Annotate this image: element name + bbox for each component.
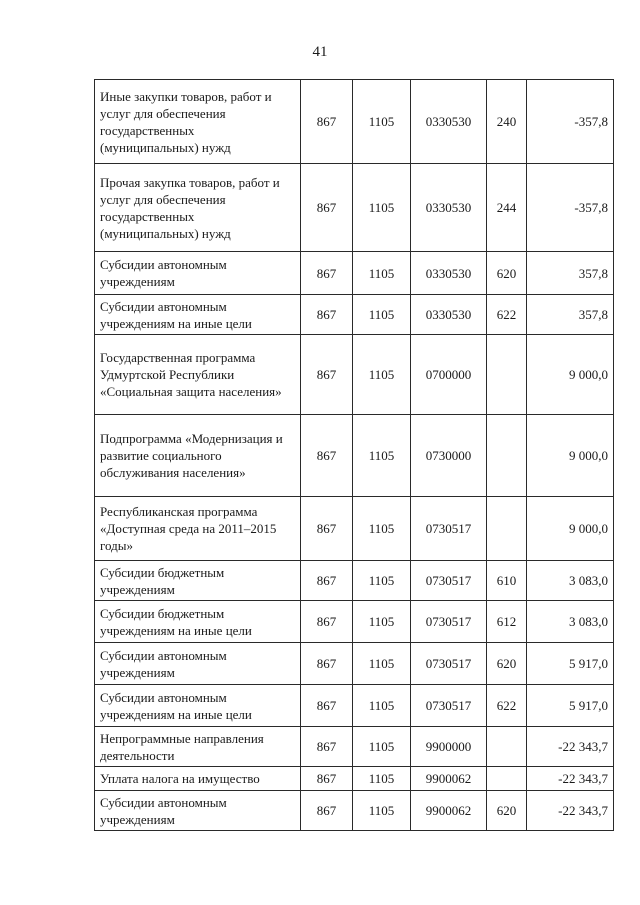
- ministry-code: 867: [301, 601, 353, 643]
- target-code: 0330530: [411, 164, 487, 252]
- expense-type-code: 612: [487, 601, 527, 643]
- row-name: Прочая закупка товаров, работ и услуг для обеспечения государственных (муниципальных) нужд: [95, 164, 301, 252]
- ministry-code: 867: [301, 164, 353, 252]
- row-name: Подпрограмма «Модернизация и развитие социального обслуживания населения»: [95, 415, 301, 497]
- row-name: Субсидии автономным учреждениям на иные цели: [95, 685, 301, 727]
- ministry-code: 867: [301, 497, 353, 561]
- sum: -22 343,7: [527, 727, 614, 767]
- section-code: 1105: [353, 295, 411, 335]
- target-code: 0330530: [411, 295, 487, 335]
- sum: -22 343,7: [527, 791, 614, 831]
- table-row: [95, 335, 614, 415]
- table-row: [95, 295, 614, 335]
- expense-type-code: 622: [487, 295, 527, 335]
- ministry-code: 867: [301, 295, 353, 335]
- sum: 3 083,0: [527, 561, 614, 601]
- target-code: 0700000: [411, 335, 487, 415]
- row-name: Субсидии автономным учреждениям: [95, 643, 301, 685]
- section-code: 1105: [353, 561, 411, 601]
- target-code: 9900062: [411, 791, 487, 831]
- ministry-code: 867: [301, 791, 353, 831]
- section-code: 1105: [353, 164, 411, 252]
- row-name: Уплата налога на имущество: [95, 767, 301, 791]
- row-name: Непрограммные направления деятельности: [95, 727, 301, 767]
- expense-type-code: 622: [487, 685, 527, 727]
- ministry-code: 867: [301, 415, 353, 497]
- section-code: 1105: [353, 791, 411, 831]
- expense-type-code: [487, 767, 527, 791]
- sum: 9 000,0: [527, 415, 614, 497]
- target-code: 0730517: [411, 685, 487, 727]
- expense-type-code: [487, 727, 527, 767]
- expense-type-code: [487, 415, 527, 497]
- row-name: Субсидии автономным учреждениям: [95, 252, 301, 295]
- target-code: 0730517: [411, 601, 487, 643]
- ministry-code: 867: [301, 561, 353, 601]
- sum: 357,8: [527, 295, 614, 335]
- row-name: Субсидии бюджетным учреждениям: [95, 561, 301, 601]
- table-row: [95, 643, 614, 685]
- table-row: [95, 561, 614, 601]
- sum: 357,8: [527, 252, 614, 295]
- section-code: 1105: [353, 727, 411, 767]
- ministry-code: 867: [301, 80, 353, 164]
- sum: 5 917,0: [527, 685, 614, 727]
- section-code: 1105: [353, 685, 411, 727]
- row-name: Государственная программа Удмуртской Республики «Социальная защита населения»: [95, 335, 301, 415]
- row-name: Субсидии автономным учреждениям на иные цели: [95, 295, 301, 335]
- table-row: [95, 415, 614, 497]
- expense-type-code: [487, 497, 527, 561]
- sum: 9 000,0: [527, 335, 614, 415]
- target-code: 0730517: [411, 561, 487, 601]
- target-code: 0730000: [411, 415, 487, 497]
- target-code: 0330530: [411, 252, 487, 295]
- section-code: 1105: [353, 643, 411, 685]
- row-name: Иные закупки товаров, работ и услуг для обеспечения государственных (муниципальных) нужд: [95, 80, 301, 164]
- expense-type-code: 620: [487, 791, 527, 831]
- section-code: 1105: [353, 497, 411, 561]
- target-code: 9900000: [411, 727, 487, 767]
- target-code: 0730517: [411, 497, 487, 561]
- sum: 5 917,0: [527, 643, 614, 685]
- table-row: [95, 601, 614, 643]
- table-row: [95, 685, 614, 727]
- page-number: 41: [312, 44, 328, 60]
- ministry-code: 867: [301, 685, 353, 727]
- sum: -22 343,7: [527, 767, 614, 791]
- section-code: 1105: [353, 601, 411, 643]
- table-row: [95, 497, 614, 561]
- sum: -357,8: [527, 164, 614, 252]
- sum: 3 083,0: [527, 601, 614, 643]
- section-code: 1105: [353, 767, 411, 791]
- row-name: Субсидии бюджетным учреждениям на иные цели: [95, 601, 301, 643]
- target-code: 0330530: [411, 80, 487, 164]
- ministry-code: 867: [301, 335, 353, 415]
- budget-table: [94, 79, 614, 831]
- section-code: 1105: [353, 335, 411, 415]
- expense-type-code: [487, 335, 527, 415]
- table-row: [95, 727, 614, 767]
- section-code: 1105: [353, 252, 411, 295]
- expense-type-code: 244: [487, 164, 527, 252]
- table-row: [95, 791, 614, 831]
- ministry-code: 867: [301, 767, 353, 791]
- table-row: [95, 252, 614, 295]
- ministry-code: 867: [301, 643, 353, 685]
- ministry-code: 867: [301, 727, 353, 767]
- section-code: 1105: [353, 415, 411, 497]
- expense-type-code: 620: [487, 252, 527, 295]
- target-code: 9900062: [411, 767, 487, 791]
- sum: -357,8: [527, 80, 614, 164]
- section-code: 1105: [353, 80, 411, 164]
- row-name: Республиканская программа «Доступная среда на 2011–2015 годы»: [95, 497, 301, 561]
- expense-type-code: 240: [487, 80, 527, 164]
- sum: 9 000,0: [527, 497, 614, 561]
- table-row: [95, 767, 614, 791]
- ministry-code: 867: [301, 252, 353, 295]
- expense-type-code: 610: [487, 561, 527, 601]
- target-code: 0730517: [411, 643, 487, 685]
- table-row: [95, 164, 614, 252]
- expense-type-code: 620: [487, 643, 527, 685]
- row-name: Субсидии автономным учреждениям: [95, 791, 301, 831]
- table-row: [95, 80, 614, 164]
